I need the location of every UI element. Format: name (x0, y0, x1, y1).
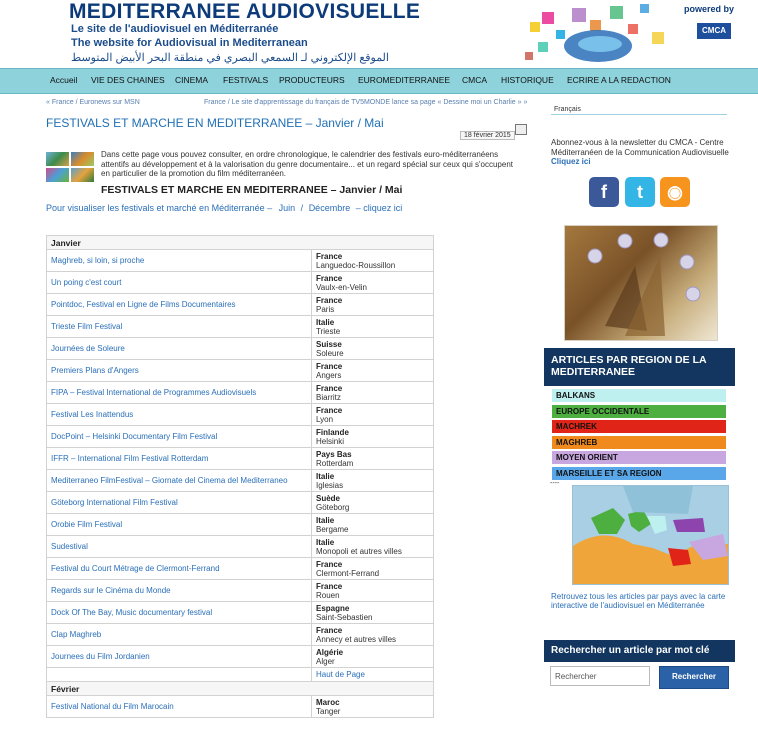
table-row (47, 580, 434, 602)
rss-icon[interactable]: ◉ (660, 177, 690, 207)
powered-by-label: powered by (684, 4, 735, 14)
festival-name-link[interactable]: Maghreb, si loin, si proche (47, 250, 312, 272)
festival-name-link[interactable]: Festival du Court Métrage de Clermont-Ferrand (47, 558, 312, 580)
festival-city: Annecy et autres villes (316, 634, 397, 644)
festival-country: France (316, 361, 343, 371)
search-box-title (544, 640, 735, 662)
link-separator: / (300, 203, 304, 213)
festival-city: Göteborg (316, 502, 350, 512)
festival-name-link[interactable]: Pointdoc, Festival en Ligne de Films Documentaires (47, 294, 312, 316)
festival-location (312, 272, 434, 294)
festival-location (312, 448, 434, 470)
table-row (47, 382, 434, 404)
festival-country: Italie (316, 317, 335, 327)
search-title: Rechercher un article par mot clé (551, 645, 710, 656)
search-button[interactable]: Rechercher (659, 666, 729, 689)
festival-country: Pays Bas (316, 449, 352, 459)
festival-city: Saint-Sebastien (316, 612, 373, 622)
festival-city: Angers (316, 370, 342, 380)
region-title: ARTICLES PAR REGION DE LA MEDITERRANEE (551, 354, 707, 378)
month-header-row (47, 682, 434, 696)
map-caption-link[interactable]: Retrouvez tous les articles par pays avec la carte interactive de l'audiovisuel en Méditerranée (551, 592, 726, 610)
nav-euromediterranee[interactable]: EUROMEDITERRANEE (358, 75, 451, 85)
page-title: FESTIVALS ET MARCHE EN MEDITERRANEE – Janvier / Mai (46, 116, 384, 130)
festival-location (312, 338, 434, 360)
festival-location (312, 426, 434, 448)
festival-country: France (316, 295, 343, 305)
cmca-logo[interactable]: CMCA (697, 23, 731, 39)
festival-location (312, 360, 434, 382)
festival-country: Suède (316, 493, 341, 503)
tagline-fr: Le site de l'audiovisuel en Méditerranée (71, 23, 279, 35)
festival-country: Italie (316, 537, 335, 547)
period-links (46, 203, 402, 213)
link-juin[interactable]: Juin (278, 203, 296, 213)
festival-name-link[interactable]: Göteborg International Film Festival (47, 492, 312, 514)
festival-location (312, 646, 434, 668)
region-box-title (544, 348, 735, 386)
festival-country: Italie (316, 471, 335, 481)
intro-heading: FESTIVALS ET MARCHE EN MEDITERRANEE – Janvier / Mai (101, 184, 403, 196)
festival-location (312, 536, 434, 558)
festival-country: Finlande (316, 427, 349, 437)
festival-location (312, 294, 434, 316)
promo-image[interactable] (564, 225, 718, 341)
festival-country: Suisse (316, 339, 342, 349)
empty-cell (47, 668, 312, 682)
festival-country: France (316, 559, 343, 569)
festival-location (312, 514, 434, 536)
nav-historique[interactable]: HISTORIQUE (501, 75, 554, 85)
festival-city: Vaulx-en-Velin (316, 282, 367, 292)
site-title[interactable]: MEDITERRANEE AUDIOVISUELLE (69, 0, 421, 23)
tagline-ar: الموقع الإلكتروني لـ السمعي البصري في منطقة البحر الأبيض المتوسط (71, 52, 389, 64)
newsletter-cta[interactable]: Cliquez ici (551, 157, 591, 166)
festival-name-link[interactable]: Festival Les Inattendus (47, 404, 312, 426)
festival-city: Clermont-Ferrand (316, 568, 380, 578)
link-decembre[interactable]: Décembre (308, 203, 351, 213)
table-row (47, 360, 434, 382)
festival-country: France (316, 405, 343, 415)
month-label: Février (47, 682, 434, 696)
newsletter-block (551, 138, 731, 167)
festival-city: Lyon (316, 414, 334, 424)
festival-city: Biarritz (316, 392, 341, 402)
table-row (47, 492, 434, 514)
month-header-row (47, 236, 434, 250)
festival-location (312, 492, 434, 514)
festival-name-link[interactable]: Dock Of The Bay, Music documentary festival (47, 602, 312, 624)
thumbnail-image (46, 152, 69, 166)
intro-paragraph: Dans cette page vous pouvez consulter, en ordre chronologique, le calendrier des festivals euro-méditerranéens attentifs au développement et à la valorisation du genre documentaire... et un regard spécial sur ceux qui s'occupent en particulier de la promotion du film méditerranéen. (101, 150, 513, 178)
region-item[interactable]: MOYEN ORIENT (552, 451, 726, 464)
nav-cmca[interactable]: CMCA (462, 75, 488, 85)
article-date: 18 février 2015 (460, 131, 515, 140)
region-item[interactable]: MARSEILLE ET SA REGION (552, 467, 726, 480)
table-row (47, 514, 434, 536)
festival-name-link[interactable]: FIPA – Festival International de Programmes Audiovisuels (47, 382, 312, 404)
nav-vie-des-chaines[interactable]: VIE DES CHAINES (91, 75, 165, 85)
festival-country: Algérie (316, 647, 344, 657)
festival-location (312, 696, 434, 718)
separator-dashes: ---- (550, 480, 560, 487)
festival-location (312, 316, 434, 338)
table-row (47, 272, 434, 294)
interactive-map[interactable] (572, 485, 729, 585)
festival-name-link[interactable]: Trieste Film Festival (47, 316, 312, 338)
festival-name-link[interactable]: IFFR – International Film Festival Rotterdam (47, 448, 312, 470)
festival-name-link[interactable]: Clap Maghreb (47, 624, 312, 646)
festival-name-link[interactable]: Festival National du Film Marocain (47, 696, 312, 718)
back-to-top-link[interactable]: Haut de Page (312, 668, 434, 682)
nav-cinema[interactable]: CINEMA (175, 75, 209, 85)
twitter-icon[interactable]: t (625, 177, 655, 207)
festival-city: Alger (316, 656, 335, 666)
site-header (0, 0, 758, 68)
table-row (47, 250, 434, 272)
festival-location (312, 250, 434, 272)
tagline-en: The website for Audiovisual in Mediterranean (71, 37, 308, 49)
festival-name-link[interactable]: Orobie Film Festival (47, 514, 312, 536)
festival-city: Monopoli et autres villes (316, 546, 402, 556)
next-article-link[interactable]: France / Le site d'apprentissage du français de TV5MONDE lance sa page « Dessine moi un Charlie » » (204, 99, 528, 106)
print-icon[interactable] (515, 124, 527, 135)
festival-name-link[interactable]: DocPoint – Helsinki Documentary Film Festival (47, 426, 312, 448)
festival-country: France (316, 625, 343, 635)
festival-table (46, 235, 434, 718)
language-selector[interactable]: Français (554, 106, 581, 113)
festival-name-link[interactable]: Journées de Soleure (47, 338, 312, 360)
festival-country: Maroc (316, 697, 340, 707)
festival-location (312, 624, 434, 646)
festival-city: Rouen (316, 590, 340, 600)
festival-name-link[interactable]: Mediterraneo FilmFestival – Giornate del Cinema del Mediterraneo (47, 470, 312, 492)
festival-name-link[interactable]: Regards sur le Cinéma du Monde (47, 580, 312, 602)
links-prefix: Pour visualiser les festivals et marché en Méditerranée – (46, 203, 273, 213)
thumbnail-image (71, 152, 94, 166)
festival-city: Bergame (316, 524, 349, 534)
festival-country: Espagne (316, 603, 350, 613)
festival-name-link[interactable]: Sudestival (47, 536, 312, 558)
festival-thumbnails (46, 152, 96, 184)
festival-city: Iglesias (316, 480, 344, 490)
festival-location (312, 470, 434, 492)
table-row (47, 696, 434, 718)
table-row (47, 624, 434, 646)
divider (551, 114, 727, 115)
links-suffix[interactable]: – cliquez ici (355, 203, 403, 213)
table-row (47, 646, 434, 668)
region-item[interactable]: MAGHREB (552, 436, 726, 449)
thumbnail-image (71, 168, 94, 182)
thumbnail-image (46, 168, 69, 182)
table-row (47, 426, 434, 448)
newsletter-text: Abonnez-vous à la newsletter du CMCA - Centre Méditerranéen de la Communication Audiovisuelle (551, 138, 729, 157)
festival-city: Helsinki (316, 436, 345, 446)
festival-location (312, 580, 434, 602)
table-row (47, 404, 434, 426)
table-row (47, 470, 434, 492)
festival-city: Trieste (316, 326, 341, 336)
festival-name-link[interactable]: Premiers Plans d'Angers (47, 360, 312, 382)
table-row (47, 558, 434, 580)
nav-producteurs[interactable]: PRODUCTEURS (279, 75, 345, 85)
region-item[interactable]: MACHREK (552, 420, 726, 433)
nav-festivals[interactable]: FESTIVALS (223, 75, 269, 85)
festival-location (312, 602, 434, 624)
table-row (47, 316, 434, 338)
festival-country: France (316, 383, 343, 393)
festival-country: Italie (316, 515, 335, 525)
festival-country: France (316, 581, 343, 591)
main-navigation (0, 68, 758, 94)
festival-city: Rotterdam (316, 458, 354, 468)
table-row (47, 448, 434, 470)
festival-location (312, 404, 434, 426)
table-row (47, 536, 434, 558)
region-item[interactable]: BALKANS (552, 389, 726, 402)
festival-city: Paris (316, 304, 335, 314)
festival-country: France (316, 273, 343, 283)
facebook-icon[interactable]: f (589, 177, 619, 207)
top-link-row (47, 668, 434, 682)
festival-name-link[interactable]: Journees du Film Jordanien (47, 646, 312, 668)
search-input[interactable]: Rechercher (550, 666, 650, 686)
month-label: Janvier (47, 236, 434, 250)
table-row (47, 602, 434, 624)
festival-location (312, 382, 434, 404)
festival-location (312, 558, 434, 580)
festival-city: Tanger (316, 706, 341, 716)
festival-country: France (316, 251, 343, 261)
festival-city: Soleure (316, 348, 344, 358)
nav-accueil[interactable]: Accueil (50, 75, 78, 85)
festival-city: Languedoc-Roussillon (316, 260, 396, 270)
previous-article-link[interactable]: « France / Euronews sur MSN (46, 99, 140, 106)
festival-name-link[interactable]: Un poing c'est court (47, 272, 312, 294)
region-item[interactable]: EUROPE OCCIDENTALE (552, 405, 726, 418)
table-row (47, 338, 434, 360)
nav-ecrire-a-la-redaction[interactable]: ECRIRE A LA REDACTION (567, 75, 671, 85)
table-row (47, 294, 434, 316)
